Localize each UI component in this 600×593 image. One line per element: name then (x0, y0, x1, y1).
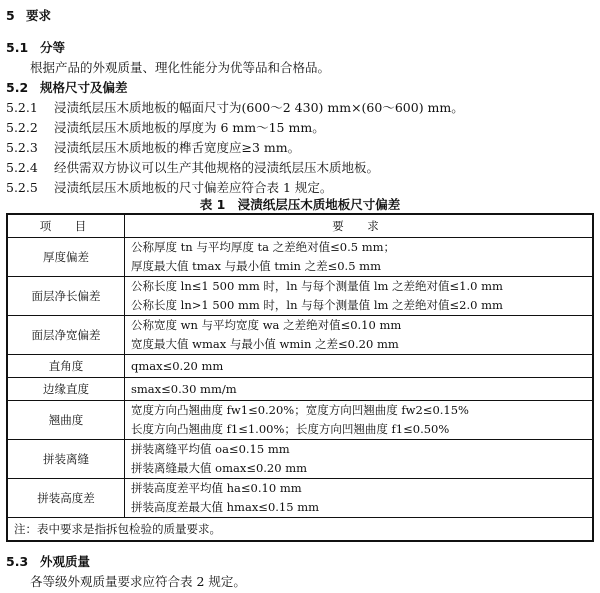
clause-5 (6, 6, 51, 24)
clause-5-2 (6, 78, 128, 96)
requirement-line: 宽度方向凸翘曲度 fw1≤0.20%；宽度方向凹翘曲度 fw2≤0.15% (131, 403, 469, 417)
clause-number: 5.2.2 (6, 120, 38, 135)
table-note: 注：表中要求是指拆包检验的质量要求。 (7, 518, 593, 542)
item-cell: 厚度偏差 (7, 238, 125, 277)
clause-text: 浸渍纸层压木质地板的幅面尺寸为(600～2 430) mm×(60～600) mm。 (54, 100, 464, 115)
clause-5-2-5 (6, 178, 332, 196)
requirement-line: 公称长度 ln>1 500 mm 时，ln 与每个测量值 lm 之差绝对值≤2.0 mm (131, 298, 503, 312)
requirement-line: 公称长度 ln≤1 500 mm 时，ln 与每个测量值 lm 之差绝对值≤1.0 mm (131, 279, 503, 293)
clause-5-2-4 (6, 158, 379, 176)
paragraph (30, 572, 246, 590)
clause-5-2-1 (6, 98, 464, 116)
dimension-deviation-table (6, 213, 594, 542)
table-row (7, 479, 593, 518)
requirement-cell (125, 355, 594, 378)
clause-text: 根据产品的外观质量、理化性能分为优等品和合格品。 (30, 60, 331, 75)
table-note-row (7, 518, 593, 542)
table-row (7, 401, 593, 440)
requirement-line: 拼装高度差平均值 ha≤0.10 mm (131, 481, 302, 495)
item-cell: 面层净宽偏差 (7, 316, 125, 355)
requirement-line: 长度方向凸翘曲度 f1≤1.00%；长度方向凹翘曲度 f1≤0.50% (131, 422, 450, 436)
requirement-cell (125, 316, 594, 355)
clause-number: 5.1 (6, 40, 29, 55)
clause-5-3 (6, 552, 90, 570)
table-row (7, 355, 593, 378)
requirement-line: 厚度最大值 tmax 与最小值 tmin 之差≤0.5 mm (131, 259, 381, 273)
requirement-line: 宽度最大值 wmax 与最小值 wmin 之差≤0.20 mm (131, 337, 399, 351)
clause-text: 各等级外观质量要求应符合表 2 规定。 (30, 574, 246, 589)
clause-text: 经供需双方协议可以生产其他规格的浸渍纸层压木质地板。 (54, 160, 380, 175)
item-cell: 拼装高度差 (7, 479, 125, 518)
clause-text: 规格尺寸及偏差 (40, 80, 128, 95)
clause-5-2-3 (6, 138, 300, 156)
requirement-line: qmax≤0.20 mm (131, 358, 224, 373)
clause-number: 5.3 (6, 554, 29, 569)
clause-number: 5.2.4 (6, 160, 38, 175)
clause-5-1 (6, 38, 65, 56)
table-row (7, 277, 593, 316)
requirement-cell (125, 277, 594, 316)
clause-text: 要求 (26, 8, 52, 23)
requirement-line: 公称厚度 tn 与平均厚度 ta 之差绝对值≤0.5 mm； (131, 240, 396, 254)
table-row (7, 440, 593, 479)
clause-number: 5.2.1 (6, 100, 38, 115)
paragraph (30, 58, 330, 76)
requirement-cell (125, 479, 594, 518)
clause-text: 外观质量 (40, 554, 91, 569)
clause-number: 5.2.3 (6, 140, 38, 155)
requirement-line: 拼装高度差最大值 hmax≤0.15 mm (131, 500, 320, 514)
table-row (7, 238, 593, 277)
requirement-cell (125, 440, 594, 479)
item-cell: 直角度 (7, 355, 125, 378)
clause-number: 5 (6, 8, 15, 23)
requirement-line: smax≤0.30 mm/m (131, 381, 237, 396)
clause-number: 5.2 (6, 80, 29, 95)
table-row (7, 378, 593, 401)
item-cell: 翘曲度 (7, 401, 125, 440)
header-item: 项 目 (7, 214, 125, 238)
clause-text: 分等 (40, 40, 66, 55)
item-cell: 面层净长偏差 (7, 277, 125, 316)
requirement-line: 拼装离缝平均值 oa≤0.15 mm (131, 442, 290, 456)
requirement-cell (125, 401, 594, 440)
clause-5-2-2 (6, 118, 325, 136)
clause-text: 浸渍纸层压木质地板的榫舌宽度应≥3 mm。 (54, 140, 301, 155)
clause-text: 浸渍纸层压木质地板的厚度为 6 mm～15 mm。 (54, 120, 325, 135)
item-cell: 边缘直度 (7, 378, 125, 401)
table-row (7, 316, 593, 355)
clause-number: 5.2.5 (6, 180, 38, 195)
requirement-line: 拼装离缝最大值 omax≤0.20 mm (131, 461, 308, 475)
table-caption: 表 1 浸渍纸层压木质地板尺寸偏差 (199, 197, 401, 212)
header-requirement: 要 求 (125, 214, 594, 238)
clause-text: 浸渍纸层压木质地板的尺寸偏差应符合表 1 规定。 (54, 180, 333, 195)
requirement-cell (125, 378, 594, 401)
requirement-line: 公称宽度 wn 与平均宽度 wa 之差绝对值≤0.10 mm (131, 318, 402, 332)
item-cell: 拼装离缝 (7, 440, 125, 479)
requirement-cell (125, 238, 594, 277)
